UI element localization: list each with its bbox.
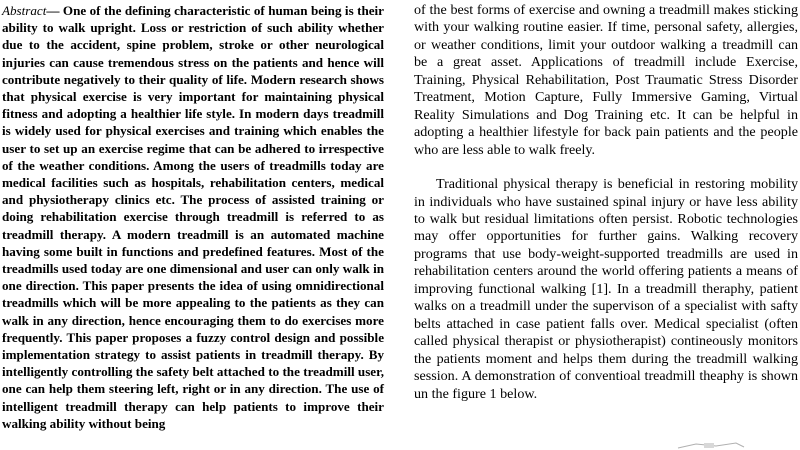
left-column — [2, 2, 384, 432]
figure-top-edge — [676, 440, 746, 450]
abstract-paragraph — [2, 2, 384, 432]
abstract-label: Abstract — [2, 3, 47, 18]
body-paragraph-2: Traditional physical therapy is beneficial in restoring mobility in individuals who have sustained spinal injury or have less ability to walk but residual limitations often persist. Robotic technologies may offer opportunities for further gains. Walking recovery programs that use body-weight-supported treadmills are used in rehabilitation centers around the world offering patients a means of improving functional walking [1]. In a treadmill theraphy, patient walks on a treadmill under the supervison of a specialist with safty belts attached in case patient falls over. Medical specialist (often called physical therapist or physiotherapist) contineously monitors the patients moment and helps them during the treadmill walking session. A demonstration of conventioal treadmill theaphy is shown un the figure 1 below. — [414, 176, 798, 402]
abstract-body: One of the defining characteristic of human being is their ability to walk upright. Loss or restriction of such ability whether due to the accident, spine problem, stroke or other neurological injuries can cause tremendous stress on the patients and hence will contribute negatively to their quality of life. Modern research shows that physical exercise is very important for maintaining physical fitness and adopting a healthier life style. In modern days treadmill is widely used for physical exercises and training which enables the user to set up an exercise regime that can be adhered to irrespective of the weather conditions. Among the users of treadmills today are medical facilities such as hospitals, rehabilitation centers, medical and physiotherapy clinics etc. The process of assisted training or doing rehabilitation exercise through treadmill is referred to as treadmill therapy. A modern treadmill is an automated machine having some built in functions and predefined features. Most of the treadmills used today are one dimensional and user can only walk in one direction. This paper presents the idea of using omnidirectional treadmills which will be more appealing to the patients as they can walk in any direction, hence encouraging them to do exercises more frequently. This paper proposes a fuzzy control design and possible implementation strategy to assist patients in treadmill therapy. By intelligently controlling the safety belt attached to the treadmill user, one can help them steering left, right or in any direction. The use of intelligent treadmill therapy can help patients to improve their walking ability without being — [2, 3, 384, 431]
right-column — [414, 2, 798, 403]
abstract-dash: — — [46, 3, 63, 18]
body-paragraph-1: of the best forms of exercise and owning a treadmill makes sticking with your walking routine easier. If time, personal safety, allergies, or weather conditions, limit your outdoor walking a treadmill can be a great asset. Applications of treadmill include Exercise, Training, Physical Rehabilitation, Post Traumatic Stress Disorder Treatment, Motion Capture, Fully Immersive Gaming, Virtual Reality Simulations and Dog Training etc. It can be helpful in adopting a healthier lifestyle for back pain patients and the people who are less able to walk freely. — [414, 2, 798, 158]
